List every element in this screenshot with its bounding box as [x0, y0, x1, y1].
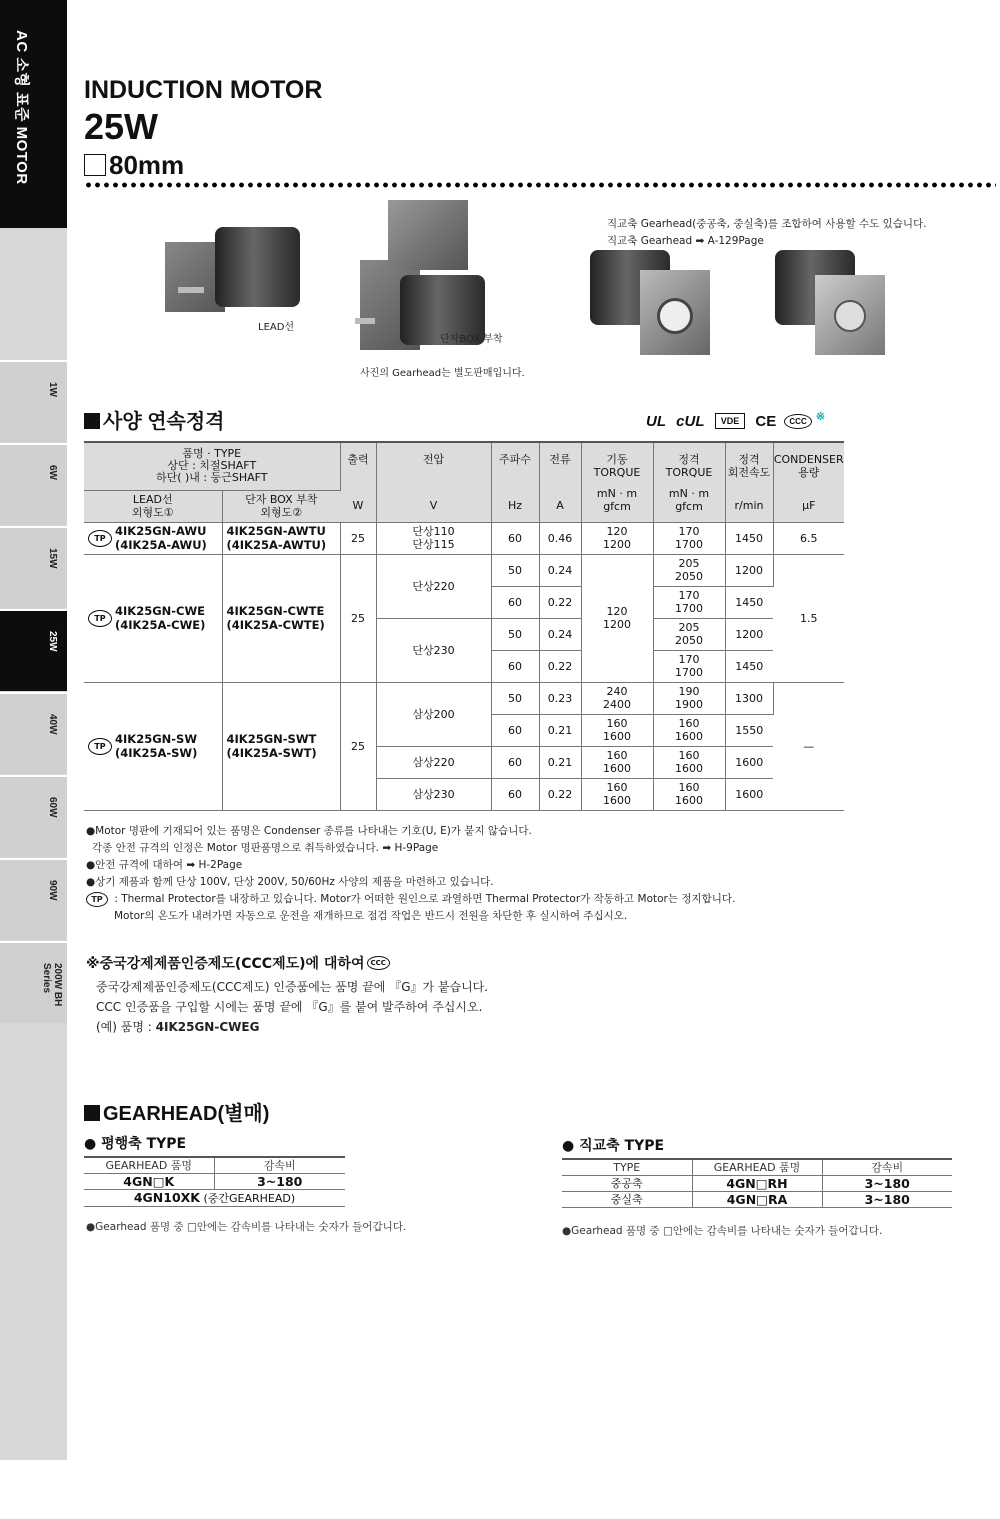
- table-header-row: TYPE GEARHEAD 품명 감속비: [562, 1159, 952, 1176]
- speed-cell: 1600: [725, 778, 773, 810]
- col-voltage: 전압 V: [376, 442, 491, 522]
- tab-60w[interactable]: [0, 775, 67, 857]
- table-header-row: [84, 442, 844, 490]
- ul-mark-icon: UL: [646, 413, 666, 430]
- frequency-cell: 50: [491, 618, 539, 650]
- tab-label: 15W: [47, 548, 58, 569]
- frequency-cell: 60: [491, 586, 539, 618]
- tab-90w[interactable]: [0, 858, 67, 940]
- table-row: [84, 682, 844, 714]
- right-angle-shaft-note: ●Gearhead 품명 중 □안에는 감속비를 나타내는 숫자가 들어갑니다.: [562, 1225, 883, 1237]
- current-cell: 0.23: [539, 682, 581, 714]
- vde-mark-icon: VDE: [715, 413, 746, 429]
- table-row: [84, 554, 844, 586]
- col-output: 출력 W: [340, 442, 376, 522]
- starting-torque-cell: 160 1600: [581, 714, 653, 746]
- note-item: ●안전 규격에 대하여 ➡ H-2Page: [86, 859, 243, 871]
- frame-size-value: 80mm: [109, 150, 185, 180]
- condenser-cell: 1.5: [773, 554, 844, 682]
- note-item: 각종 안전 규격의 인정은 Motor 명판품명으로 취득하였습니다. ➡ H-9Page: [92, 842, 439, 854]
- frequency-cell: 50: [491, 682, 539, 714]
- frequency-cell: 60: [491, 522, 539, 554]
- right-angle-shaft-title: ● 직교축 TYPE: [562, 1138, 665, 1154]
- rated-torque-cell: 170 1700: [653, 522, 725, 554]
- spec-table: [84, 441, 844, 811]
- caption-terminal-box: 단자BOX 부착: [440, 334, 503, 345]
- page-title: INDUCTION MOTOR: [84, 76, 323, 104]
- voltage-cell: 단상220: [376, 554, 491, 618]
- square-icon: [84, 154, 106, 176]
- col-starting-torque: 기동 TORQUE mN · m gfcm: [581, 442, 653, 522]
- starting-torque-cell: 160 1600: [581, 778, 653, 810]
- tab-15w[interactable]: [0, 526, 67, 608]
- tab-label: 6W: [47, 465, 58, 480]
- col-lead-type: LEAD선 외형도①: [84, 490, 222, 522]
- starting-torque-cell: 120 1200: [581, 522, 653, 554]
- current-cell: 0.22: [539, 586, 581, 618]
- tab-25w[interactable]: [0, 609, 67, 691]
- voltage-cell: 삼상200: [376, 682, 491, 746]
- model-lead-cell: TP 4IK25GN-CWE (4IK25A-CWE): [84, 554, 222, 682]
- tab-200w-bh[interactable]: [0, 941, 67, 1023]
- speed-cell: 1450: [725, 522, 773, 554]
- cert-asterisk: ※: [815, 411, 826, 423]
- ccc-example: (예) 품명 : 4IK25GN-CWEG: [96, 1020, 260, 1034]
- tab-6w[interactable]: [0, 443, 67, 525]
- thermal-protector-icon: TP: [88, 610, 112, 627]
- voltage-cell: 삼상220: [376, 746, 491, 778]
- frequency-cell: 60: [491, 714, 539, 746]
- voltage-cell: 단상110 단상115: [376, 522, 491, 554]
- right-angle-page-ref[interactable]: 직교축 Gearhead ➡ A-129Page: [607, 235, 764, 247]
- current-cell: 0.21: [539, 714, 581, 746]
- speed-cell: 1600: [725, 746, 773, 778]
- side-navigation: [0, 0, 67, 1460]
- model-box-cell: 4IK25GN-CWTE (4IK25A-CWTE): [222, 554, 340, 682]
- col-current: 전류 A: [539, 442, 581, 522]
- rated-torque-cell: 160 1600: [653, 714, 725, 746]
- note-item: ●상기 제품과 함께 단상 100V, 단상 200V, 50/60Hz 사양의 제품을 마련하고 있습니다.: [86, 876, 494, 888]
- speed-cell: 1450: [725, 586, 773, 618]
- thermal-protector-icon: TP: [88, 530, 112, 547]
- frequency-cell: 60: [491, 778, 539, 810]
- col-terminal-box-type: 단자 BOX 부착 외형도②: [222, 490, 340, 522]
- frequency-cell: 60: [491, 746, 539, 778]
- note-item: TP : Thermal Protector를 내장하고 있습니다. Motor가 어떠한 원인으로 과열하면 Thermal Protector가 작동하고 Motor는 정지합니다.: [86, 891, 735, 908]
- ccc-line: 중국강제제품인증제도(CCC제도) 인증품에는 품명 끝에 『G』가 붙습니다.: [96, 980, 489, 994]
- current-cell: 0.24: [539, 618, 581, 650]
- thermal-protector-icon: TP: [88, 738, 112, 755]
- note-item: ●Motor 명판에 기재되어 있는 품명은 Condenser 종류를 나타내는 기호(U, E)가 붙지 않습니다.: [86, 825, 532, 837]
- category-label: AC 소형 표준 MOTOR: [13, 30, 30, 185]
- table-header-row: GEARHEAD 품명 감속비: [84, 1157, 345, 1174]
- tab-1w[interactable]: [0, 360, 67, 442]
- tab-label: 40W: [47, 714, 58, 735]
- ccc-line: CCC 인증품을 구입할 시에는 품명 끝에 『G』를 붙여 발주하여 주십시오.: [96, 1000, 483, 1014]
- cul-mark-icon: cUL: [676, 413, 705, 430]
- right-angle-note: 직교축 Gearhead(중공축, 중실축)를 조합하여 사용할 수도 있습니다.: [607, 218, 927, 230]
- parallel-shaft-note: ●Gearhead 품명 중 □안에는 감속비를 나타내는 숫자가 들어갑니다.: [86, 1221, 407, 1233]
- current-cell: 0.22: [539, 650, 581, 682]
- parallel-shaft-title: ● 평행축 TYPE: [84, 1136, 187, 1152]
- ce-mark-icon: CE: [755, 413, 777, 430]
- ccc-title: ※중국강제제품인증제도(CCC제도)에 대하여 CCC: [86, 953, 488, 973]
- right-angle-shaft-table: [562, 1158, 952, 1208]
- rated-torque-cell: 160 1600: [653, 746, 725, 778]
- col-rated-torque: 정격 TORQUE mN · m gfcm: [653, 442, 725, 522]
- speed-cell: 1450: [725, 650, 773, 682]
- rated-torque-cell: 160 1600: [653, 778, 725, 810]
- model-lead-cell: TP 4IK25GN-AWU (4IK25A-AWU): [84, 522, 222, 554]
- tab-label: 90W: [47, 880, 58, 901]
- thermal-protector-icon: TP: [86, 892, 108, 907]
- rated-torque-cell: 170 1700: [653, 650, 725, 682]
- tab-label: 25W: [47, 631, 58, 652]
- frame-size: [84, 150, 184, 181]
- output-cell: 25: [340, 522, 376, 554]
- power-rating: 25W: [84, 106, 159, 147]
- voltage-cell: 삼상230: [376, 778, 491, 810]
- rated-torque-cell: 190 1900: [653, 682, 725, 714]
- table-row: 중실축 4GN□RA 3~180: [562, 1192, 952, 1208]
- col-rated-speed: 정격 회전속도 r/min: [725, 442, 773, 522]
- condenser-cell: —: [773, 682, 844, 810]
- col-frequency: 주파수 Hz: [491, 442, 539, 522]
- rated-torque-cell: 205 2050: [653, 554, 725, 586]
- table-row: 중공축 4GN□RH 3~180: [562, 1176, 952, 1192]
- frequency-cell: 60: [491, 650, 539, 682]
- photo-right-angle-hollow: [585, 250, 725, 365]
- ccc-mark-icon: CCC: [367, 956, 390, 970]
- speed-cell: 1550: [725, 714, 773, 746]
- dotted-divider: [84, 182, 996, 188]
- model-box-cell: 4IK25GN-SWT (4IK25A-SWT): [222, 682, 340, 810]
- rated-torque-cell: 170 1700: [653, 586, 725, 618]
- speed-cell: 1200: [725, 554, 773, 586]
- current-cell: 0.21: [539, 746, 581, 778]
- table-row: 4GN10XK (중간GEARHEAD): [84, 1190, 345, 1207]
- caption-gearhead-sold-separately: 사진의 Gearhead는 별도판매입니다.: [360, 368, 525, 379]
- certification-marks: [646, 410, 825, 430]
- starting-torque-cell: 120 1200: [581, 554, 653, 682]
- note-item: Motor의 온도가 내려가면 자동으로 운전을 재개하므로 점검 작업은 반드시 전원을 차단한 후 실시하여 주십시오.: [114, 910, 628, 922]
- gearhead-section-title: GEARHEAD(별매): [84, 1097, 269, 1126]
- tab-label: 1W: [47, 382, 58, 397]
- square-bullet-icon: [84, 1105, 100, 1121]
- speed-cell: 1300: [725, 682, 773, 714]
- photo-lead-motor: [160, 222, 320, 332]
- tab-label: 200W BH Series: [41, 963, 63, 1007]
- table-row: [84, 522, 844, 554]
- square-bullet-icon: [84, 413, 100, 429]
- output-cell: 25: [340, 682, 376, 810]
- col-model: 품명 · TYPE 상단 : 치절SHAFT 하단( )내 : 둥근SHAFT: [84, 442, 340, 490]
- output-cell: 25: [340, 554, 376, 682]
- ccc-mark-icon: CCC: [784, 414, 811, 429]
- table-row: 4GN□K 3~180: [84, 1174, 345, 1190]
- caption-lead: LEAD선: [258, 322, 295, 333]
- current-cell: 0.22: [539, 778, 581, 810]
- voltage-cell: 단상230: [376, 618, 491, 682]
- parallel-shaft-table: [84, 1156, 345, 1207]
- rated-torque-cell: 205 2050: [653, 618, 725, 650]
- notes-block: [86, 823, 735, 925]
- model-lead-cell: TP 4IK25GN-SW (4IK25A-SW): [84, 682, 222, 810]
- photo-right-angle-solid: [770, 250, 910, 365]
- starting-torque-cell: 240 2400: [581, 682, 653, 714]
- ccc-section: [86, 953, 488, 1037]
- tab-40w[interactable]: [0, 692, 67, 774]
- frequency-cell: 50: [491, 554, 539, 586]
- current-cell: 0.46: [539, 522, 581, 554]
- category-tab[interactable]: [0, 0, 67, 228]
- starting-torque-cell: 160 1600: [581, 746, 653, 778]
- spec-section-title: [84, 405, 224, 434]
- speed-cell: 1200: [725, 618, 773, 650]
- tab-label: 60W: [47, 797, 58, 818]
- condenser-cell: 6.5: [773, 522, 844, 554]
- spec-title-text: 사양 연속정격: [103, 411, 225, 433]
- current-cell: 0.24: [539, 554, 581, 586]
- col-condenser: CONDENSER 용량 μF: [773, 442, 844, 522]
- model-box-cell: 4IK25GN-AWTU (4IK25A-AWTU): [222, 522, 340, 554]
